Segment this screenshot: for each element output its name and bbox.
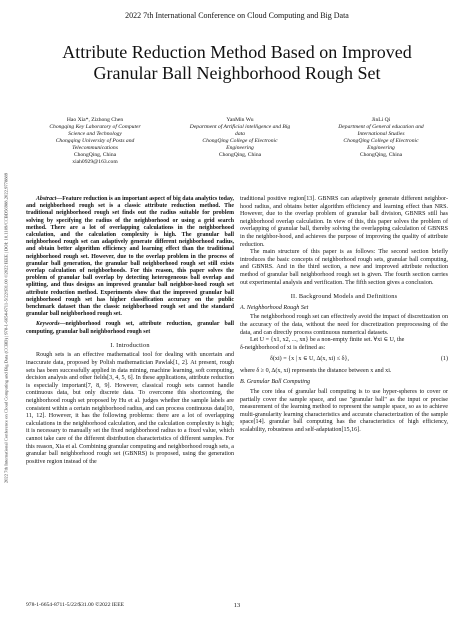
- author-1-email: xiah0929@163.com: [72, 159, 118, 165]
- author-3-name: JinLi Qi: [371, 117, 391, 123]
- copyright-footer: 978-1-6654-8711-5/22/$31.00 ©2022 IEEE: [26, 602, 125, 608]
- author-2: [165, 117, 315, 159]
- author-2-affil-1: Department of Artificial intelligence and Big: [189, 124, 291, 130]
- equation-1-number: (1): [440, 356, 448, 363]
- author-2-location: ChongQing, China: [218, 152, 262, 158]
- author-3-affil-4: Engineering: [367, 145, 395, 151]
- title-line-2: Granular Ball Neighborhood Rough Set: [93, 63, 381, 83]
- subsection-b-heading: B. Granular Ball Computing: [240, 379, 311, 386]
- doi-sidebar: [0, 88, 12, 568]
- nrs-paragraph-3: where δ ≥ 0, Δ(x, xi) represents the distance between x and xi.: [240, 367, 392, 374]
- left-column: [26, 196, 234, 466]
- author-3-affil-1: Department of General education and: [338, 124, 424, 130]
- author-1-affil-1: Chongqing Key Laboratory of Computer: [49, 124, 141, 130]
- author-3-affil-3: ChongQing College of Electronic: [343, 138, 419, 144]
- nrs-paragraph-2b: δ-neighborhood of xi is defined as:: [240, 344, 326, 351]
- right-column: [240, 196, 448, 435]
- abstract-label: Abstract: [36, 196, 57, 202]
- author-1: [20, 117, 170, 166]
- intro-paragraph-2: traditional positive region[13]. GBNRS can adaptively generate different neighbor-hood radius, and obtains better algorithm efficiency and learning effect than NRS. However, due to the overlap problem of granular ball division, GBNRS still has neighborhood overlap calculation. In view of this, this paper solves the problem of overlapping of granular ball, thereby solving the overlapping calculation of GBNRS in the neighbor-hood, and achieves the purpose of improving the quality of attribute reduction.: [240, 196, 448, 248]
- nrs-paragraph-2: Let U = {x1, x2, ..., xn} be a non-empty finite set. ∀xi ∈ U, the: [250, 337, 405, 344]
- author-block: [20, 117, 460, 182]
- author-2-affil-2: data: [235, 131, 245, 137]
- title-line-1: Attribute Reduction Method Based on Improved: [62, 42, 412, 62]
- equation-1: [240, 356, 448, 364]
- author-2-name: YanMin Wu: [226, 117, 254, 123]
- intro-paragraph-1: Rough sets is an effective mathematical tool for dealing with uncertain and inaccurate data, proposed by Polish mathematician Pawlak[1, 2]. At present, rough sets has been successfully applied in data mining, machine learning, soft computing, decision analysis and other fields[3, 4, 5, 6]. In these applications, attribute reduction is especially important[7, 8, 9]. However, classical rough sets cannot handle continuous data, but only discrete data. To overcome this shortcoming, the neighborhood rough set proposed by Hu et al. judges whether the sample labels are consistent within a certain neighborhood radius, and can process continuous data[10, 11, 12]. However, it has the following problems: there are a lot of overlapping calculations in the neighborhood calculation, and the calculation complexity is high; it is necessary to manually set the fixed neighborhood radius to a fixed value, which cannot take care of the different distribution characteristics of different samples. For this reason, Xia et al. Combining granular computing and neighborhood rough sets, a granular ball neighborhood rough set (GBNRS) is proposed, using the generation positive region instead of the: [26, 352, 234, 465]
- keywords-text: —neighborhood rough set, attribute reduction, granular ball computing, granular ball neighborhood rough set: [26, 321, 234, 335]
- author-1-location: ChongQing, China: [73, 152, 117, 158]
- author-3-location: ChongQing, China: [359, 152, 403, 158]
- nrs-paragraph-1: The neighborhood rough set can effectively avoid the impact of discretization on the accuracy of the data, without the need for discretization preprocessing of the data, and can directly process continuous numerical datasets.: [240, 314, 448, 336]
- author-1-affil-2: Science and Technology: [68, 131, 122, 137]
- author-1-affil-3: Chongqing University of Posts and: [55, 138, 135, 144]
- author-3-affil-2: International Studies: [357, 131, 405, 137]
- author-2-affil-3: ChongQing College of Electronic: [202, 138, 278, 144]
- author-3: [306, 117, 456, 159]
- keywords: [26, 321, 234, 335]
- keywords-label: Keywords: [36, 321, 60, 328]
- gbc-paragraph-1: The core idea of granular ball computing is to use hyper-spheres to cover or partially cover the sample space, and use "granular ball" as the input or precise measurement of the learning method to represent the sample space, so as to achieve multi-granularity learning characteristics and accurate characterization of the sample space[14]. granular ball computing has the characteristics of high efficiency, scalability, robustness and self-adaptation[15,16].: [240, 389, 448, 434]
- author-2-affil-4: Engineering: [226, 145, 254, 151]
- conference-header: 2022 7th International Conference on Cloud Computing and Big Data: [125, 11, 349, 20]
- subsection-a-heading: A. Neighborhood Rough Set: [240, 304, 309, 311]
- section-1-heading: I. Introduction: [110, 341, 150, 349]
- doi-sidebar-text: 2022 7th International Conference on Cloud Computing and Big Data (CCBD) | 978-1-6654-8711-5/22/$31.00 ©2022 IEEE | DOI: 10.1109/CCBD56988.2022.9778889: [3, 172, 9, 484]
- page-number: 13: [233, 602, 241, 609]
- abstract: [26, 196, 234, 318]
- author-1-affil-4: Telecommunications: [72, 145, 118, 151]
- paper-title: [20, 42, 454, 84]
- intro-paragraph-3: The main structure of this paper is as follows: The second section briefly introduces the basic concepts of neighborhood rough sets, granular ball computing, and GBNRS. And in the third section, a new and improved attribute reduction method of granular ball neighborhood rough set is given. The fourth section carries out experimental analysis and verification. The fifth section gives a conclusion.: [240, 249, 448, 286]
- author-1-name: Hao Xia*, Zizhong Chen: [66, 117, 124, 123]
- abstract-text: —Feature reduction is an important aspect of big data analytics today, and neighborhood rough set is a classic attribute reduction method. The traditional neighborhood rough set finds out the radius suitable for problem solving by specifying the radius of the neighborhood or using a grid search method. There are a lot of overlapping calculations in the neighborhood calculation, and the calculation complexity is high. The granular ball neighborhood rough set can adaptively generate different neighborhood radius, and obtain better algorithm efficiency and learning effect than the traditional neighborhood rough set. However, due to the overlap problem in the process of granular ball generation, the granular ball neighborhood rough set still exists overlap calculation of neighborhoods. For this reason, this paper solves the problem of granular ball overlap by detecting heterogeneous ball overlap and splitting, and thus designs an improved granular ball neighbor-hood rough set attribute reduction method. Experiments show that the improved granular ball neighborhood rough set has higher classification accuracy on the public benchmark dataset than the classic neighborhood rough set and the standard granular ball neighborhood rough set.: [26, 196, 234, 318]
- equation-1-body: δ(xi) = {x | x ∈ U, Δ(x, xi) ≤ δ},: [270, 356, 349, 363]
- section-2-heading: II. Background Models and Definitions: [290, 293, 398, 301]
